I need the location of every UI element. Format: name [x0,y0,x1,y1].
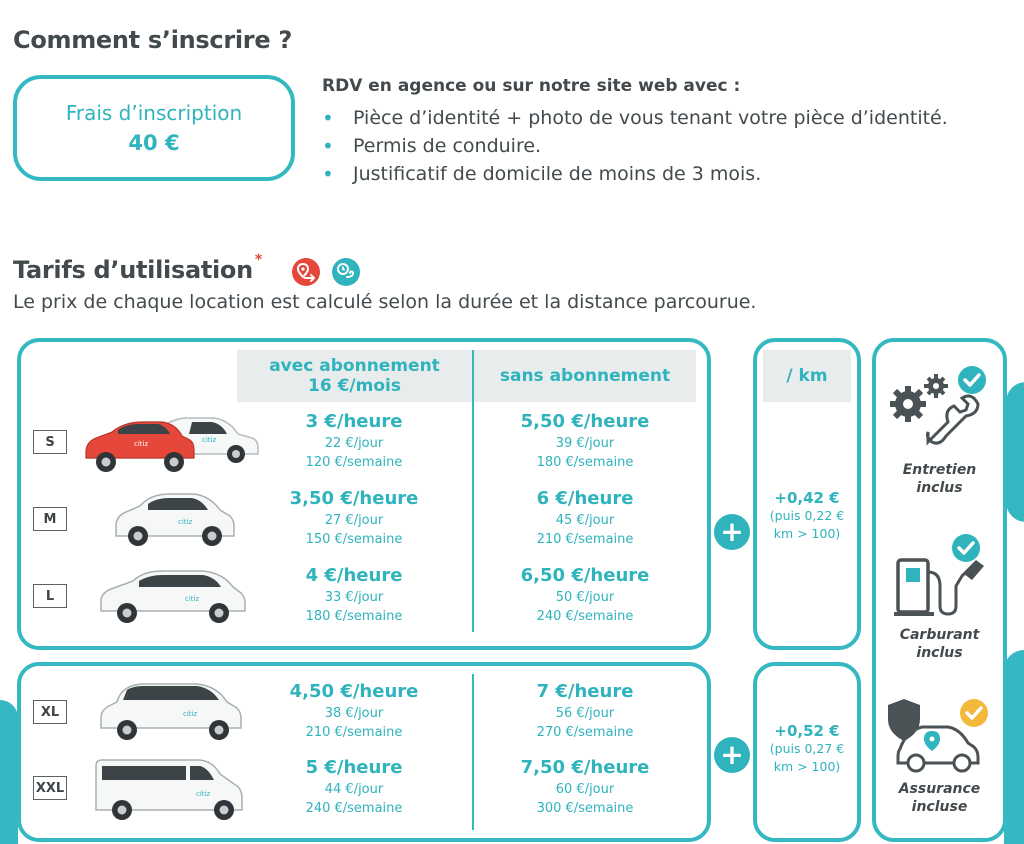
fee-value: 40 € [128,131,180,155]
size-label-xxl: XXL [33,776,67,800]
requirement-item: • Permis de conduire. [322,132,948,160]
decor-shape-right-bottom [1004,650,1024,844]
included-line: incluse [911,799,968,815]
car-brand-logo: citiz [178,518,193,526]
price-day: 56 €/jour [555,706,615,721]
price-day: 60 €/jour [555,782,615,797]
with-subscription-price: 16 €/mois [308,376,401,396]
decor-shape-left-bottom [0,700,18,844]
with-subscription-label: avec abonnement [269,356,440,376]
price-week: 270 €/semaine [536,725,634,740]
price-day: 39 €/jour [555,436,615,451]
pin-arrow-icon [291,257,321,287]
price-day: 33 €/jour [324,590,384,605]
price-without-s [470,410,700,472]
fee-label: Frais d’inscription [65,101,243,125]
plus-icon: + [714,514,750,550]
decor-shape-right-top [1006,382,1024,522]
price-hour: 4,50 €/heure [289,681,419,702]
price-with-m [239,487,469,549]
car-image-l [97,567,247,625]
price-hour: 5 €/heure [305,757,403,778]
size-label-l: L [33,584,67,608]
price-hour: 6,50 €/heure [520,565,650,586]
price-with-xl [239,680,469,742]
requirement-item: • Pièce d’identité + photo de vous tenant votre pièce d’identité. [322,104,948,132]
included-line: inclus [916,645,963,661]
column-header-with-subscription [237,350,472,402]
included-insurance-label [876,780,1003,816]
car-brand-logo: citiz [134,440,149,448]
size-label-m: M [33,507,67,531]
km-price: +0,52 € [774,722,840,740]
tarifs-title-text: Tarifs d’utilisation [13,256,253,284]
price-day: 44 €/jour [324,782,384,797]
size-label-xl: XL [33,700,67,724]
car-image-xxl [92,756,256,822]
price-hour: 3 €/heure [305,411,403,432]
price-day: 45 €/jour [555,513,615,528]
price-day: 50 €/jour [555,590,615,605]
price-week: 210 €/semaine [305,725,403,740]
included-fuel-label [876,626,1003,662]
price-with-l [239,564,469,626]
km-note: km > 100) [773,759,841,774]
car-image-xl [97,680,247,742]
section-title-inscription: Comment s’inscrire ? [13,26,292,54]
fee-box [13,75,295,181]
km-note: (puis 0,22 € [769,508,845,523]
price-week: 300 €/semaine [536,801,634,816]
price-week: 210 €/semaine [536,532,634,547]
km-note: km > 100) [773,526,841,541]
tarifs-subtitle: Le prix de chaque location est calculé selon la durée et la distance parcourue. [13,291,757,313]
price-hour: 7,50 €/heure [520,757,650,778]
tarifs-asterisk: * [254,252,262,268]
rdv-title: RDV en agence ou sur notre site web avec : [322,76,741,96]
km-price-standard [757,489,857,543]
price-without-xl [470,680,700,742]
plus-icon: + [714,737,750,773]
car-brand-logo: citiz [202,436,217,444]
km-note: (puis 0,27 € [769,741,845,756]
price-hour: 6 €/heure [536,488,634,509]
km-price-large [757,722,857,776]
column-header-without-subscription: sans abonnement [474,350,696,402]
price-without-xxl [470,756,700,818]
gears-wrench-icon [888,364,992,458]
car-image-s [84,412,259,474]
price-day: 22 €/jour [324,436,384,451]
price-week: 180 €/semaine [305,609,403,624]
price-day: 38 €/jour [324,706,384,721]
price-week: 150 €/semaine [305,532,403,547]
requirements-list [322,104,948,188]
km-price: +0,42 € [774,489,840,507]
fuel-pump-icon [892,530,988,622]
route-clock-icon [331,257,361,287]
price-week: 180 €/semaine [536,455,634,470]
price-with-xxl [239,756,469,818]
size-label-s: S [33,430,67,454]
car-brand-logo: citiz [185,595,200,603]
price-week: 240 €/semaine [305,801,403,816]
price-week: 240 €/semaine [536,609,634,624]
insurance-car-shield-icon [884,695,992,777]
car-brand-logo: citiz [196,790,211,798]
included-line: Assurance [898,781,981,797]
price-hour: 7 €/heure [536,681,634,702]
price-hour: 4 €/heure [305,565,403,586]
price-week: 120 €/semaine [305,455,403,470]
price-without-l [470,564,700,626]
included-line: Carburant [899,627,980,643]
price-without-m [470,487,700,549]
included-line: inclus [916,480,963,496]
price-hour: 5,50 €/heure [520,411,650,432]
price-hour: 3,50 €/heure [289,488,419,509]
price-day: 27 €/jour [324,513,384,528]
column-header-km: / km [763,350,851,402]
car-image-m [112,490,237,548]
section-title-tarifs [13,252,262,284]
car-brand-logo: citiz [183,710,198,718]
price-with-s [239,410,469,472]
included-line: Entretien [902,462,977,478]
requirement-item: • Justificatif de domicile de moins de 3 mois. [322,160,948,188]
included-maintenance-label [876,461,1003,497]
